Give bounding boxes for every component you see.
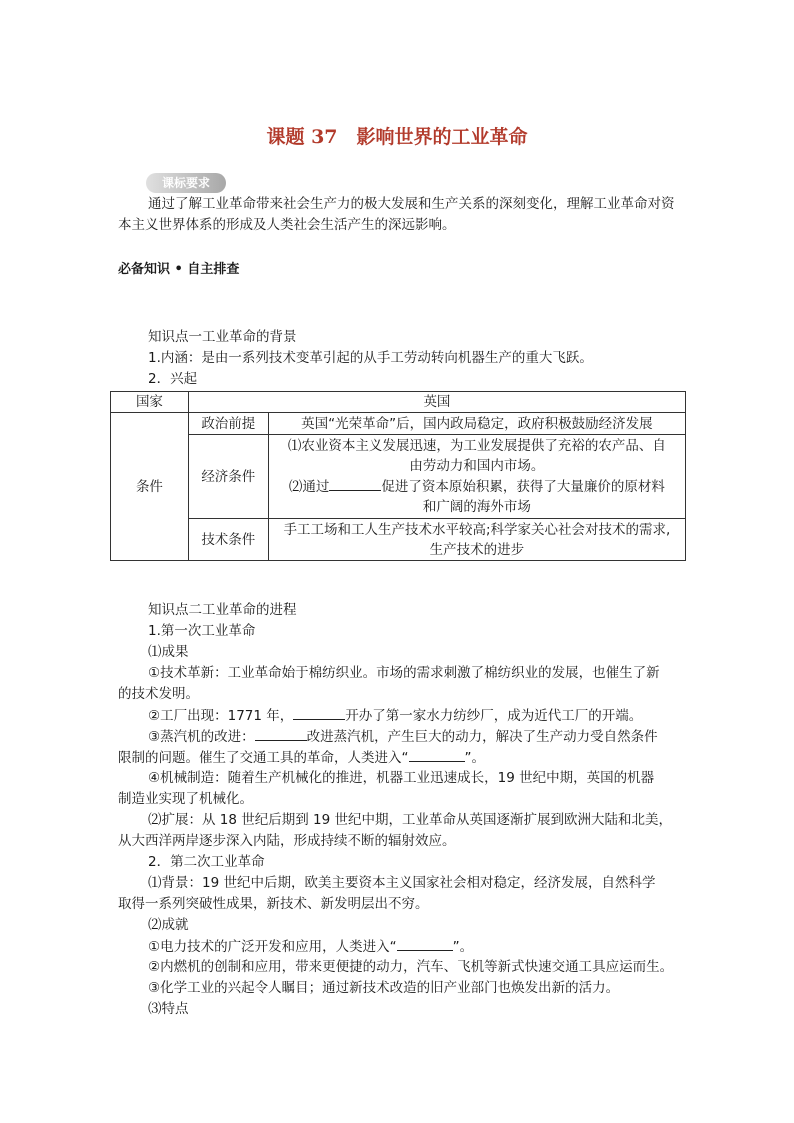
kp2-title: 知识点二工业革命的进程 xyxy=(148,602,297,618)
kp1-title: 知识点一工业革命的背景 xyxy=(148,329,297,345)
economic-text xyxy=(268,435,685,519)
background-line-1: ⑴背景：19 世纪中后期，欧美主要资本主义国家社会相对稳定，经济发展，自然科学 xyxy=(148,875,656,891)
second-revolution: 2．第二次工业革命 xyxy=(148,854,265,870)
first-revolution: 1.第一次工业革命 xyxy=(148,623,256,639)
result-3-line-2: 限制的问题。催生了交通工具的革命，人类进入“ ”。 xyxy=(118,747,683,769)
econ-line-2: 由劳动力和国内市场。 xyxy=(409,458,545,474)
background-line-2: 取得一系列突破性成果，新技术、新发明层出不穷。 xyxy=(118,896,429,912)
fill-blank[interactable] xyxy=(255,726,307,741)
econ-line-4: 和广阔的海外市场 xyxy=(422,499,531,515)
achievements-heading: ⑵成就 xyxy=(148,917,189,933)
tech-line-2: 生产技术的进步 xyxy=(429,541,525,558)
tech-label: 技术条件 xyxy=(188,519,268,561)
header-country: 国家 xyxy=(111,392,189,413)
expand-line-1: ⑵扩展：从 18 世纪后期到 19 世纪中期，工业革命从英国逐渐扩展到欧洲大陆和北美， xyxy=(148,812,673,828)
econ-line-3: ⑵通过 促进了资本原始积累，获得了大量廉价的原材料 xyxy=(273,476,681,497)
tech-text xyxy=(268,519,685,561)
achievement-1: ①电力技术的广泛开发和应用，人类进入“ ”。 xyxy=(118,936,683,958)
fill-blank[interactable] xyxy=(397,936,453,951)
results-heading: ⑴成果 xyxy=(148,644,189,660)
section-heading: 必备知识 • 自主排查 xyxy=(118,262,240,277)
result-4-line-2: 制造业实现了机械化。 xyxy=(118,791,253,807)
expand-line-2: 从大西洋两岸逐步深入内陆，形成持续不断的辐射效应。 xyxy=(118,833,456,849)
fill-blank[interactable] xyxy=(329,476,381,491)
political-text: 英国“光荣革命”后，国内政局稳定，政府积极鼓励经济发展 xyxy=(268,413,685,435)
requirement-text: 通过了解工业革命带来社会生产力的极大发展和生产关系的深刻变化，理解工业革命对资本主义世界体系的形成及人类社会生活产生的深远影响。 xyxy=(118,196,675,233)
tech-line-1: 手工工场和工人生产技术水平较高;科学家关心社会对技术的需求, xyxy=(283,521,671,538)
econ-line-1: ⑴农业资本主义发展迅速，为工业发展提供了充裕的农产品、自 xyxy=(287,438,666,454)
achievement-2: ②内燃机的创制和应用，带来更便捷的动力，汽车、飞机等新式快速交通工具应运而生。 xyxy=(148,959,674,975)
fill-blank[interactable] xyxy=(293,705,345,720)
header-uk: 英国 xyxy=(188,392,685,413)
political-label: 政治前提 xyxy=(188,413,268,435)
result-1-line-2: 的技术发明。 xyxy=(118,686,199,702)
conditions-cell: 条件 xyxy=(111,413,189,561)
features-heading: ⑶特点 xyxy=(148,1001,189,1017)
result-4-line-1: ④机械制造：随着生产机械化的推进，机器工业迅速成长，19 世纪中期，英国的机器 xyxy=(148,770,655,786)
economic-label: 经济条件 xyxy=(188,435,268,519)
conditions-table xyxy=(110,391,686,561)
result-1-line-1: ①技术革新：工业革命始于棉纺织业。市场的需求刺激了棉纺织业的发展，也催生了新 xyxy=(148,665,660,681)
fill-blank[interactable] xyxy=(409,747,465,762)
result-3-line-1: ③蒸汽机的改进： 改进蒸汽机，产生巨大的动力，解决了生产动力受自然条件 xyxy=(118,726,683,748)
page-title: 课题 37 影响世界的工业革命 xyxy=(266,126,528,148)
kp1-item1: 1.内涵：是由一系列技术变革引起的从手工劳动转向机器生产的重大飞跃。 xyxy=(148,350,593,366)
result-2: ②工厂出现：1771 年， 开办了第一家水力纺纱厂，成为近代工厂的开端。 xyxy=(118,705,683,727)
achievement-3: ③化学工业的兴起令人瞩目；通过新技术改造的旧产业部门也焕发出新的活力。 xyxy=(148,980,620,996)
curriculum-badge: 课标要求 xyxy=(146,173,226,193)
kp1-item2: 2．兴起 xyxy=(148,371,198,387)
